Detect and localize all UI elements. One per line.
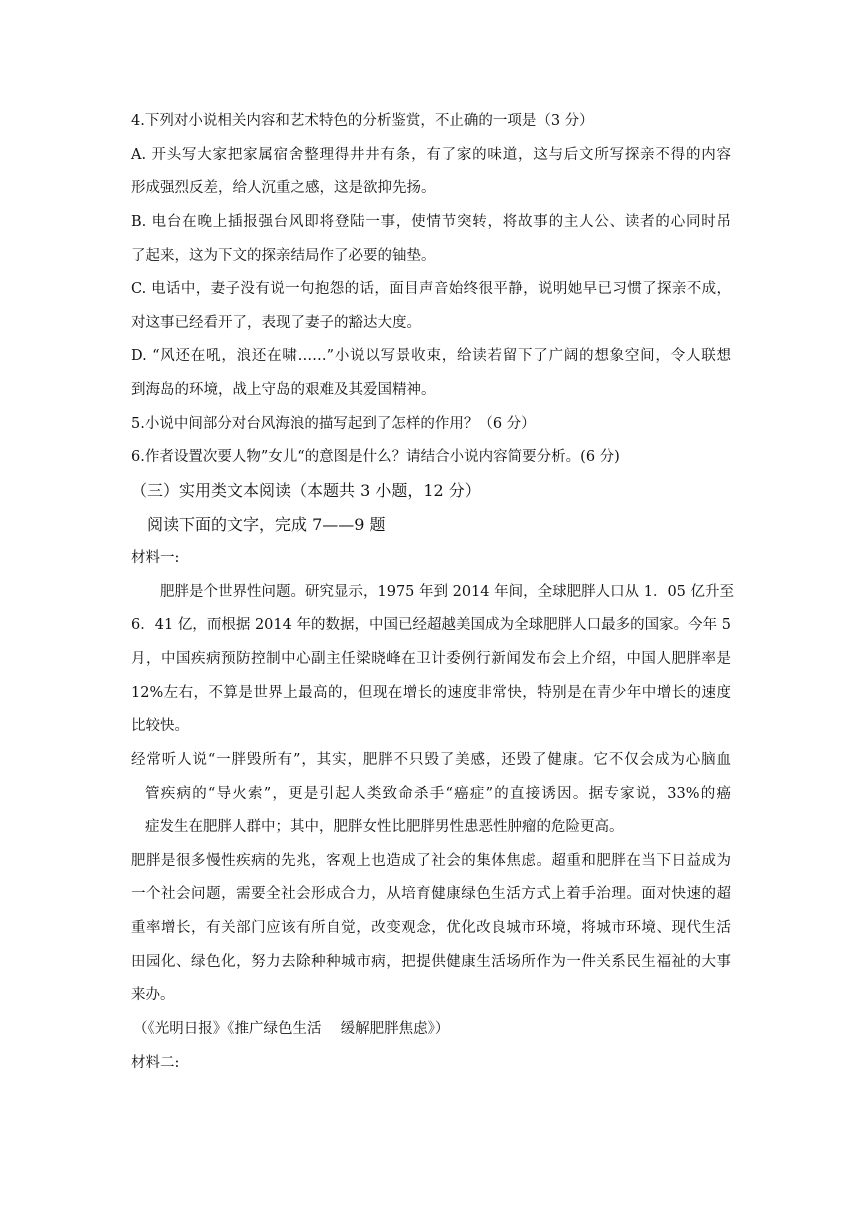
question-6: 6.作者设置次要人物”女儿“的意图是什么？请结合小说内容简要分析。(6 分) (131, 449, 620, 465)
material-1-paragraph-3-line-2: 一个社会问题，需要全社会形成合力，从培育健康绿色生活方式上着手治理。面对快速的超 (131, 886, 731, 902)
material-1-paragraph-2-line-3: 症发生在肥胖人群中；其中，肥胖女性比肥胖男性患恶性肿瘤的危险更高。 (145, 819, 624, 835)
material-1-paragraph-3-line-1: 肥胖是很多慢性疾病的先兆，客观上也造成了社会的集体焦虑。超重和肥胖在当下日益成为 (131, 853, 731, 869)
question-4-option-d-line-1: D. “风还在吼，浪还在啸……”小说以写景收束，给读若留下了广阔的想象空间，令人联想 (131, 348, 731, 364)
material-1-paragraph-1-line-4: 12%左右，不算是世界上最高的，但现在增长的速度非常快，特别是在青少年中增长的速度 (131, 685, 731, 701)
question-4-option-b-line-2: 了起来，这为下文的探亲结局作了必要的铀垫。 (131, 248, 436, 264)
material-1-paragraph-1-line-2: 6．41 亿，而根据 2014 年的数据，中国已经超越美国成为全球肥胖人口最多的国家。今年 5 (131, 617, 731, 633)
question-5: 5.小说中间部分对台风海浪的描写起到了怎样的作用？（6 分） (131, 416, 536, 432)
material-1-label: 材料一: (131, 550, 180, 566)
question-4-option-b-line-1: B. 电台在晚上插报强台风即将登陆一事，使情节突转，将故事的主人公、读者的心同时吊 (131, 214, 731, 230)
question-4-option-a-line-2: 形成强烈反差，给人沉重之感，这是欲抑先扬。 (131, 180, 436, 196)
section-3-title: （三）实用类文本阅读（本题共 3 小题，12 分） (131, 481, 481, 500)
material-1-paragraph-1-line-5: 比较快。 (131, 718, 189, 734)
material-2-label: 材料二: (131, 1055, 180, 1071)
question-4-option-c-line-1: C. 电话中，妻子没有说一句抱怨的话，面目声音始终很平静，说明她早已习惯了探亲不成， (131, 281, 731, 297)
material-1-paragraph-2-line-2: 管疾病的“导火索”，更是引起人类致命杀手“癌症”的直接诱因。据专家说，33%的癌 (145, 786, 731, 802)
material-1-paragraph-3-line-4: 田园化、绿色化，努力去除种种城市病，把提供健康生活场所作为一件关系民生福祉的大事 (131, 954, 731, 970)
material-1-paragraph-2-line-1: 经常听人说“一胖毁所有”，其实，肥胖不只毁了美感，还毁了健康。它不仅会成为心脑血 (131, 752, 731, 768)
question-4-option-d-line-2: 到海岛的环境，战上守岛的艰难及其爱国精神。 (131, 382, 436, 398)
material-1-paragraph-3-line-3: 重率增长，有关部门应该有所自觉，改变观念，优化改良城市环境，将城市环境、现代生活 (131, 920, 731, 936)
question-4-option-c-line-2: 对这事已经看开了，表现了妻子的豁达大度。 (131, 315, 421, 331)
material-1-source: （《光明日报》《推广绿色生活 缓解肥胖焦虑》） (133, 1021, 450, 1037)
material-1-paragraph-3-line-5: 来办。 (131, 987, 175, 1003)
material-1-paragraph-1-line-1: 肥胖是个世界性问题。研究显示，1975 年到 2014 年间，全球肥胖人口从 1．05 亿升至 (160, 584, 735, 600)
question-4-stem: 4.下列对小说相关内容和艺术特色的分析鉴赏，不止确的一项是（3 分） (131, 113, 594, 129)
section-3-instruction: 阅读下面的文字，完成 7——9 题 (147, 515, 386, 534)
material-1-paragraph-1-line-3: 月，中国疾病预防控制中心副主任梁晓峰在卫计委例行新闻发布会上介绍，中国人肥胖率是 (131, 651, 731, 667)
question-4-option-a-line-1: A. 开头写大家把家属宿舍整理得井井有条，有了家的味道，这与后文所写探亲不得的内容 (131, 147, 731, 163)
